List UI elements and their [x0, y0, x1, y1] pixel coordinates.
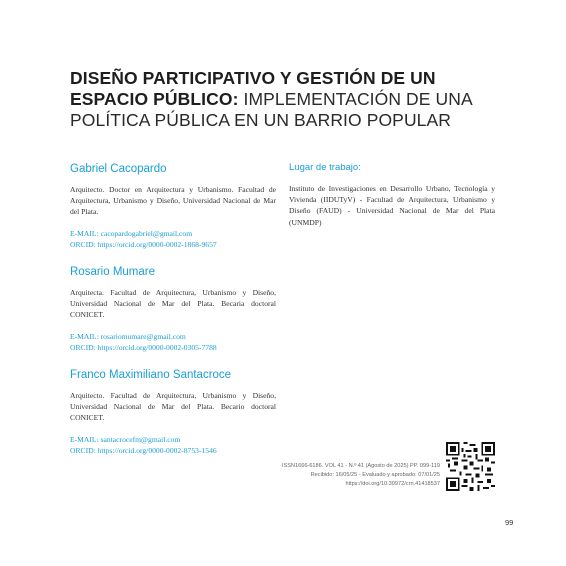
author-email-link[interactable]: E-MAIL: rosariomumare@gmail.com: [70, 331, 186, 341]
author-email-link[interactable]: E-MAIL: santacrocefm@gmail.com: [70, 434, 181, 444]
author-name: Gabriel Cacopardo: [70, 163, 167, 175]
title-light-part: IMPLEMENTACIÓN DE UNA POLÍTICA PÚBLICA EN UN BARRIO POPULAR: [70, 89, 472, 130]
author-name: Rosario Mumare: [70, 266, 155, 279]
author-orcid-link[interactable]: ORCID: https://orcid.org/0000-0002-0305-7788: [70, 342, 217, 352]
author-block: [70, 162, 276, 250]
author-bio: Arquitecto. Doctor en Arquitectura y Urbanismo. Facultad de Arquitectura, Urbanismo y Diseño, Universidad Nacional de Mar del Plata.: [70, 185, 276, 217]
page-number: 99: [505, 518, 514, 527]
author-name: Franco Maximiliano Santacroce: [70, 369, 232, 382]
author-block: [70, 265, 276, 353]
author-block: [70, 368, 276, 456]
author-email-link[interactable]: E-MAIL: cacopardogabriel@gmail.com: [70, 228, 193, 238]
workplace-label: Lugar de trabajo:: [289, 162, 361, 173]
title-bold-part: DISEÑO PARTICIPATIVO Y GESTIÓN DE UN ESPACIO PÚBLICO:: [70, 68, 436, 109]
workplace-text: Instituto de Investigaciones en Desarrollo Urbano, Tecnología y Vivienda (IIDUTyV) - Facultad de Arquitectura, Urbanismo y Diseño (FAUD) - Universidad Nacional de Mar del Plata (UNMDP): [289, 184, 495, 227]
workplace-column: [289, 162, 495, 228]
dates-line: Recibido: 16/05/25 - Evaluado y aprobado: 07/01/25: [310, 472, 440, 478]
article-title: [70, 68, 500, 131]
qr-code-icon: [446, 442, 495, 491]
issn-line: ISSN1666-6186. VOL 41 - N.º 41 (Agosto de 2025) PP. 099-119: [281, 463, 440, 469]
publication-info: [210, 462, 440, 489]
author-bio: Arquitecta. Facultad de Arquitectura, Urbanismo y Diseño, Universidad Nacional de Mar del Plata. Becaria doctoral CONICET.: [70, 288, 276, 320]
doi-link[interactable]: https://doi.org/10.30972/crn.41418537: [345, 481, 440, 487]
author-bio: Arquitecto. Facultad de Arquitectura, Urbanismo y Diseño, Universidad Nacional de Mar del Plata. Becario doctoral CONICET.: [70, 391, 276, 423]
authors-column: [70, 162, 276, 471]
author-orcid-link[interactable]: ORCID: https://orcid.org/0000-0002-1868-9657: [70, 239, 217, 249]
author-orcid-link[interactable]: ORCID: https://orcid.org/0000-0002-8753-1546: [70, 445, 217, 455]
